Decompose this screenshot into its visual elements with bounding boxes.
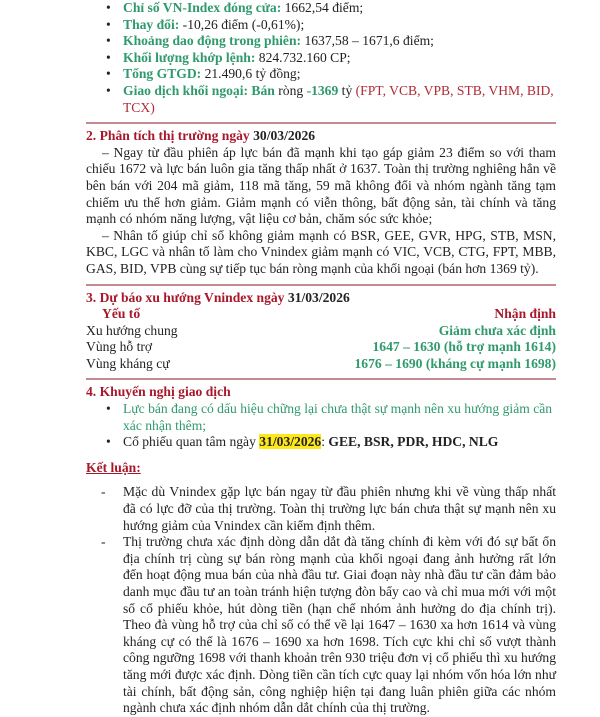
market-summary-list xyxy=(86,0,556,116)
analysis-paragraph: – Nhân tố giúp chỉ số không giảm mạnh có BSR, GEE, GVR, HPG, STB, MSN, KBC, LGC và nhân tố làm cho Vnindex giảm mạnh có VIC, VCB, CTG, FPT, MBB, GAS, BID, VPB cùng sự tiếp tục bán ròng mạnh của khối ngoại (bán hơn 1369 tỷ). xyxy=(86,227,556,276)
forecast-table-header: Yếu tố Nhận định xyxy=(102,306,556,322)
document-page xyxy=(86,0,556,717)
section-2-heading: 2. Phân tích thị trường ngày 30/03/2026 xyxy=(86,128,316,144)
analysis-paragraph: – Ngay từ đầu phiên áp lực bán đã mạnh khi tạo gáp giảm 23 điểm so với tham chiếu 1672 và lực bán luôn gia tăng thấp nhất ở 1637. Toàn thị trường nghiêng hẳn về bên bán với 204 mã giảm, 118 mã tăng, 59 mã không đổi và nhóm ngành tăng tạm chiếm ưu thế hơn giảm. Giảm mạnh có viễn thông, bất động sản, tài chính và tăng mạnh có nhóm năng lượng, vật liệu cơ bản, chăm sóc sức khỏe; xyxy=(86,144,556,227)
conclusion-item: - Mặc dù Vnindex gặp lực bán ngay từ đầu phiên nhưng khi về vùng thấp nhất đã có lực đỡ của thị trường. Toàn thị trường lực bán chưa thật sự mạnh nên xu hướng giảm của Vnindex cần kiểm định thêm. xyxy=(123,484,556,534)
conclusion-item: - Thị trường chưa xác định dòng dẫn dắt đà tăng chính đi kèm với đó sự bất ổn địa chính trị cùng sự bán ròng mạnh của khối ngoại đang ảnh hưởng rất lớn đến hoạt động mua bán của nhà đầu tư. Giai đoạn này nhà đầu tư cần đảm bảo danh mục đầu tư an toàn tránh hiện tượng đòn bẩy cao và chỉ mua mới với một số cổ phiếu khỏe, hút dòng tiền (hạn chế nhóm ảnh hưởng do địa chính trị). Theo đà vùng hỗ trợ của chỉ số có thể về lại 1647 – 1630 xa hơn 1614 và vùng kháng cự có thể là 1676 – 1690 xa hơn 1698. Tích cực khi chỉ số vượt thành công ngưỡng 1698 với thanh khoản trên 930 triệu đơn vị cổ phiếu thì xu hướng tăng mới được xác định. Dòng tiền cần tích cực quay lại nhóm vốn hóa lớn như tài chính, bất động sản, công nghiệp hiện tại đang luân phiên giữa các nhóm ngành chưa xác định nhóm dẫn dắt chính của thị trường. xyxy=(123,534,556,717)
divider xyxy=(86,378,556,380)
section-4-heading: 4. Khuyến nghị giao dịch xyxy=(86,384,231,400)
divider xyxy=(86,122,556,124)
foreign-trading-item: • Giao dịch khối ngoại: Bán ròng -1369 tỷ (FPT, VCB, VPB, STB, VHM, BID, TCX) xyxy=(123,83,556,116)
summary-item: • Khoảng dao động trong phiên: 1637,58 – 1671,6 điểm; xyxy=(123,33,556,50)
forecast-row: Vùng kháng cự 1676 – 1690 (kháng cự mạnh 1698) xyxy=(86,355,556,371)
section-3-heading: 3. Dự báo xu hướng Vnindex ngày 31/03/2026 xyxy=(86,289,350,305)
recommendation-item: • Cổ phiếu quan tâm ngày 31/03/2026: GEE, BSR, PDR, HDC, NLG xyxy=(123,434,556,451)
summary-item: • Tổng GTGD: 21.490,6 tỷ đồng; xyxy=(123,66,556,83)
forecast-row: Xu hướng chung Giảm chưa xác định xyxy=(86,322,556,338)
recommendation-list xyxy=(86,401,556,451)
conclusion-heading: Kết luận: xyxy=(86,459,141,475)
summary-item: • Thay đổi: -10,26 điểm (-0,61%); xyxy=(123,17,556,34)
summary-item: • Khối lượng khớp lệnh: 824.732.160 CP; xyxy=(123,50,556,67)
divider xyxy=(86,284,556,286)
forecast-row: Vùng hỗ trợ 1647 – 1630 (hỗ trợ mạnh 1614) xyxy=(86,339,556,355)
conclusion-list xyxy=(86,484,556,716)
summary-item: • Chỉ số VN-Index đóng cửa: 1662,54 điểm; xyxy=(123,0,556,17)
recommendation-item: • Lực bán đang có dấu hiệu chững lại chưa thật sự mạnh nên xu hướng giảm cần xác nhận thêm; xyxy=(123,401,556,434)
